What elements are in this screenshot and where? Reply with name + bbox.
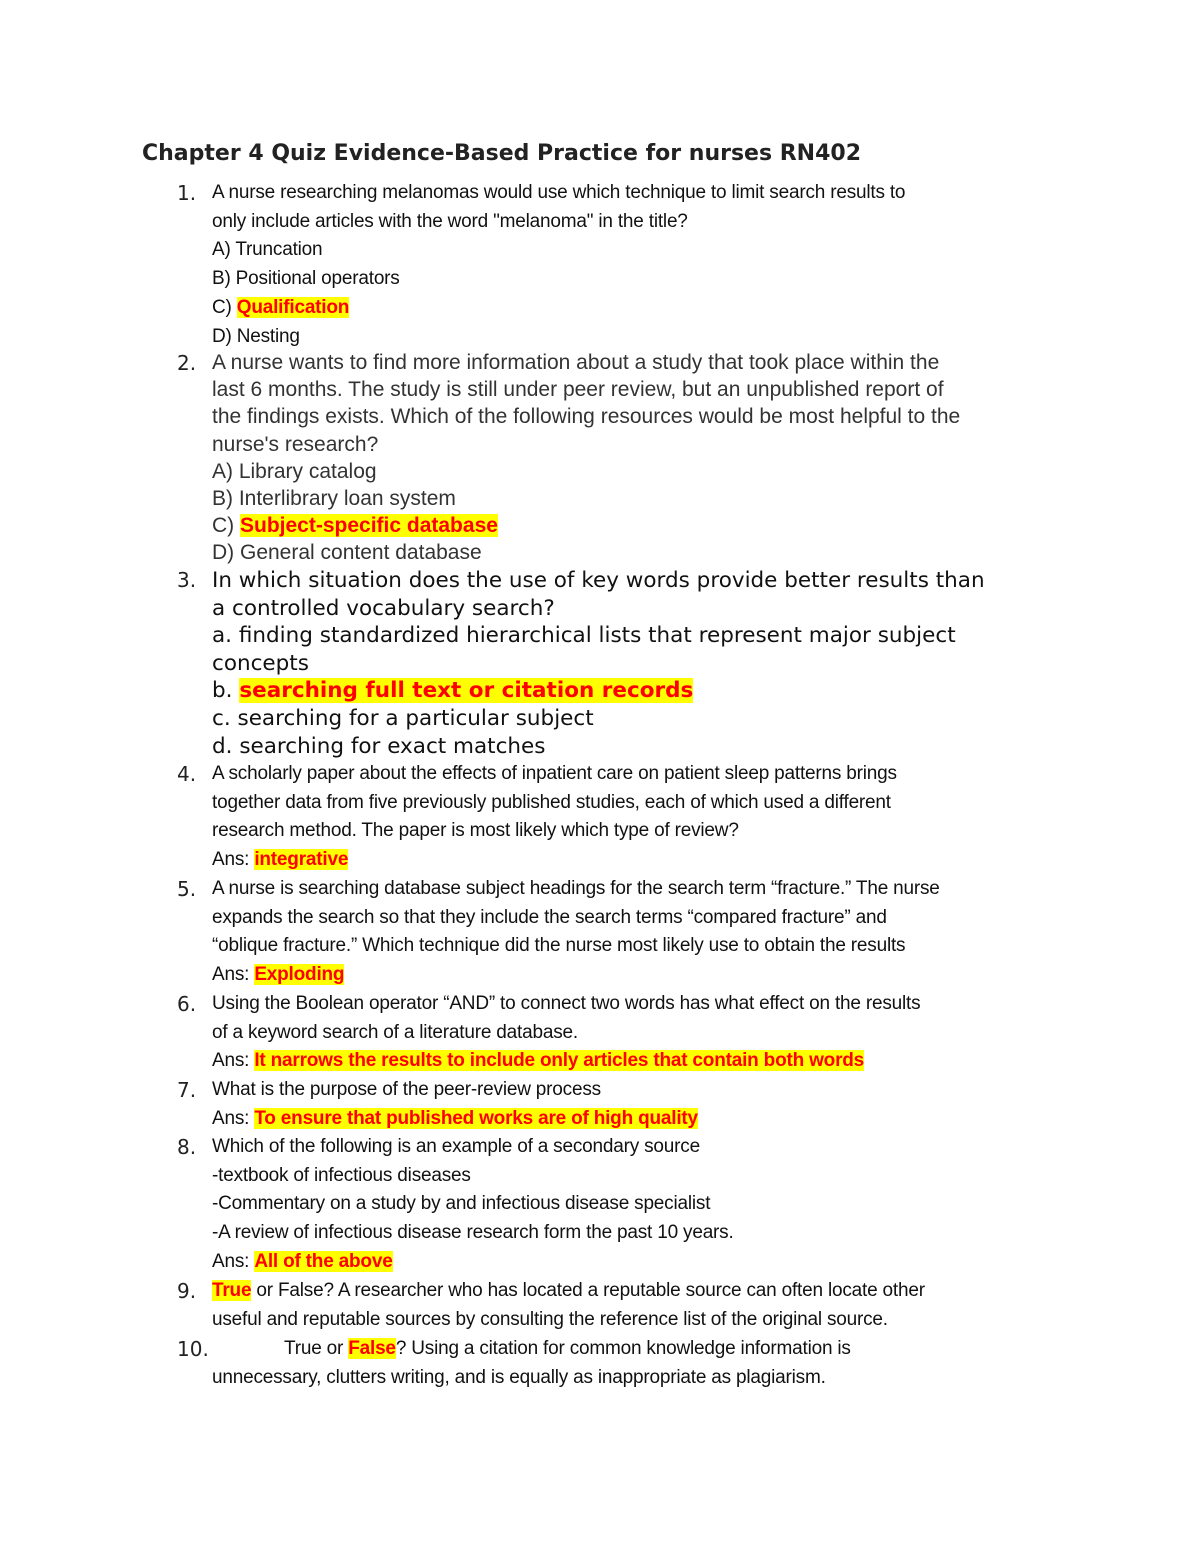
option: a. finding standardized hierarchical lists that represent major subject — [212, 623, 956, 649]
question-text: A nurse researching melanomas would use which technique to limit search results to — [212, 182, 906, 203]
question-number: 9. — [177, 1279, 197, 1303]
question-number: 4. — [177, 762, 197, 786]
question-number: 8. — [177, 1135, 197, 1159]
question-text: “oblique fracture.” Which technique did the nurse most likely use to obtain the results — [212, 935, 906, 957]
highlighted-answer: All of the above — [254, 1250, 393, 1272]
question-text: expands the search so that they include the search terms “compared fracture” and — [212, 906, 887, 928]
highlighted-answer: It narrows the results to include only articles that contain both words — [254, 1050, 865, 1072]
list-item: -Commentary on a study by and infectious disease specialist — [212, 1193, 711, 1215]
answer-line — [212, 1105, 1075, 1134]
question-text-rest: or False? A researcher who has located a reputable source can often locate other — [251, 1280, 925, 1301]
question-text: In which situation does the use of key words provide better results than — [212, 568, 985, 593]
option-prefix: C) — [212, 296, 237, 318]
question-text: A nurse is searching database subject headings for the search term “fracture.” The nurse — [212, 878, 940, 899]
answer-prefix: Ans: — [212, 1250, 255, 1272]
option-prefix: C) — [212, 514, 240, 538]
option: A) Library catalog — [212, 459, 377, 483]
question-number: 5. — [177, 877, 197, 901]
answer-prefix: Ans: — [212, 964, 255, 986]
answer-prefix: Ans: — [212, 1050, 255, 1072]
option: c. searching for a particular subject — [212, 705, 594, 731]
highlighted-answer: False — [348, 1338, 396, 1359]
answer-line — [212, 961, 1075, 990]
question-text: only include articles with the word "melanoma" in the title? — [212, 210, 688, 232]
question-number: 10. — [177, 1337, 209, 1361]
question-number: 7. — [177, 1078, 197, 1102]
question-text: A nurse wants to find more information about a study that took place within the — [212, 351, 940, 374]
highlighted-answer: Qualification — [236, 296, 350, 318]
question-text: the findings exists. Which of the following resources would be most helpful to the — [212, 405, 961, 429]
question-text: together data from five previously published studies, each of which used a different — [212, 791, 891, 813]
highlighted-answer: Subject-specific database — [240, 514, 498, 538]
question-text: unnecessary, clutters writing, and is equally as inappropriate as plagiarism. — [212, 1366, 826, 1388]
answer-line — [212, 1047, 1075, 1076]
question-text: Using the Boolean operator “AND” to connect two words has what effect on the results — [212, 993, 921, 1014]
option-prefix: b. — [212, 678, 240, 704]
question-text: useful and reputable sources by consulting the reference list of the original source. — [212, 1308, 888, 1330]
question-text: of a keyword search of a literature database. — [212, 1021, 578, 1043]
answer-prefix: Ans: — [212, 849, 255, 871]
list-item: -A review of infectious disease research form the past 10 years. — [212, 1222, 734, 1244]
question-text: last 6 months. The study is still under peer review, but an unpublished report of — [212, 378, 944, 402]
question-text — [212, 1277, 1075, 1306]
question-number: 1. — [177, 181, 197, 205]
option: concepts — [212, 650, 309, 676]
question-text: A scholarly paper about the effects of inpatient care on patient sleep patterns brings — [212, 763, 897, 784]
highlighted-answer: Exploding — [254, 964, 345, 986]
option-correct — [212, 512, 1075, 539]
question-text: research method. The paper is most likely which type of review? — [212, 820, 739, 842]
highlighted-answer: searching full text or citation records — [239, 678, 694, 704]
question-text: nurse's research? — [212, 432, 379, 456]
highlighted-answer: True — [212, 1280, 252, 1301]
answer-line — [212, 846, 1075, 875]
option: A) Truncation — [212, 239, 323, 261]
question-number: 2. — [177, 351, 197, 375]
question-number: 6. — [177, 992, 197, 1016]
question-text: Which of the following is an example of a secondary source — [212, 1136, 700, 1157]
question-text-rest: ? Using a citation for common knowledge information is — [395, 1338, 851, 1359]
option-correct — [212, 294, 1075, 323]
question-number: 3. — [177, 568, 197, 592]
page-title: Chapter 4 Quiz Evidence-Based Practice for nurses RN402 — [142, 141, 862, 166]
option-correct — [212, 677, 1075, 705]
option: B) Interlibrary loan system — [212, 487, 456, 511]
option: d. searching for exact matches — [212, 733, 546, 759]
answer-prefix: Ans: — [212, 1107, 255, 1129]
question-text — [212, 1335, 1075, 1364]
highlighted-answer: integrative — [254, 849, 349, 871]
answer-line — [212, 1248, 1075, 1277]
highlighted-answer: To ensure that published works are of high quality — [254, 1107, 698, 1129]
question-text-start: True or — [284, 1338, 349, 1359]
option: B) Positional operators — [212, 268, 400, 290]
question-text: What is the purpose of the peer-review process — [212, 1079, 601, 1100]
list-item: -textbook of infectious diseases — [212, 1164, 471, 1186]
option: D) Nesting — [212, 325, 300, 347]
question-text: a controlled vocabulary search? — [212, 595, 555, 621]
option: D) General content database — [212, 541, 482, 565]
